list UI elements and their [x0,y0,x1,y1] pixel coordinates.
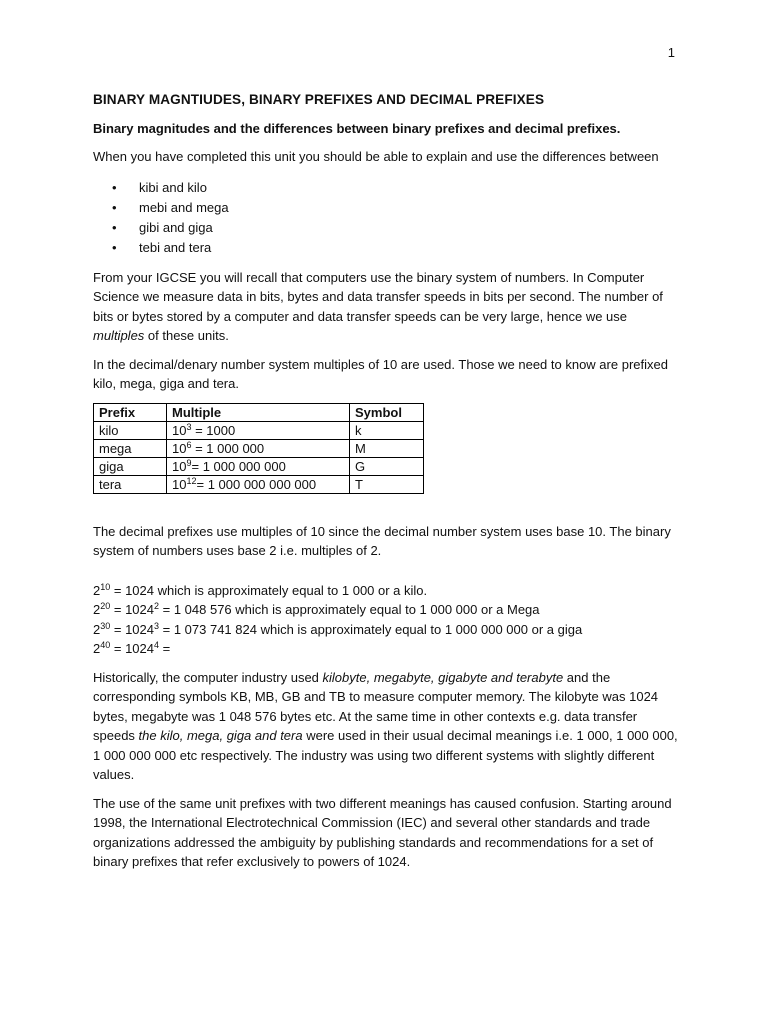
history-paragraph [93,668,679,785]
powers-list [93,581,679,659]
power-text: which is approximately equal to 1 000 or a kilo. [154,582,428,598]
history-emphasis-1: kilobyte, megabyte, gigabyte and terabyte [322,669,564,685]
base-paragraph: The decimal prefixes use multiples of 10 since the decimal number system uses base 10. The binary system of numbers uses base 2 i.e. multiples of 2. [93,523,671,558]
page-number: 1 [667,45,675,60]
power-line [93,639,679,659]
intro-paragraph: When you have completed this unit you should be able to explain and use the differences between [93,149,659,164]
cell-value: = 1 000 000 [191,440,265,456]
power-exponent: 40 [100,640,111,650]
document-title: BINARY MAGNTIUDES, BINARY PREFIXES AND DECIMAL PREFIXES [93,92,545,107]
bullet-icon: • [112,239,117,255]
cell-symbol: k [350,421,424,439]
power-value: = 1024 [110,582,154,598]
bullet-icon: • [112,219,117,235]
cell-symbol: T [350,475,424,493]
list-item [93,238,679,258]
decimal-paragraph: In the decimal/denary number system multiples of 10 are used. Those we need to know are prefixed kilo, mega, giga and tera. [93,356,668,391]
cell-symbol: M [350,439,424,457]
cell-base: 10 [172,458,187,474]
power-line [93,600,679,620]
cell-base: 10 [172,440,187,456]
cell-base: 10 [172,476,187,492]
power-text: = [159,641,171,656]
power-exponent-2: 2 [154,601,160,611]
cell-multiple [167,421,350,439]
power-exponent: 20 [100,601,111,611]
igcse-paragraph [93,268,679,346]
power-base: 2 [93,621,101,637]
history-text-1: Historically, the computer industry used [93,669,323,685]
cell-exponent: 9 [186,457,192,468]
iec-paragraph: The use of the same unit prefixes with two different meanings has caused confusion. Starting around 1998, the International Electrotechnical Commission (IEC) and several other standards and trade organizations addressed the ambiguity by publishing standards and recommendations for a set of binary prefixes that refer exclusively to powers of 1024. [93,795,672,869]
power-value: = 1024 [110,621,154,637]
document-body [93,90,679,881]
list-item [93,178,679,198]
cell-value: = 1000 [191,422,236,438]
power-exponent: 10 [100,581,111,592]
power-text: = 1 073 741 824 which is approximately equal to 1 000 000 000 or a giga [159,621,583,637]
table-row [94,457,424,475]
power-base: 2 [93,641,101,656]
document-subtitle: Binary magnitudes and the differences between binary prefixes and decimal prefixes. [93,120,621,136]
igcse-text-2: of these units. [144,328,229,343]
cell-value: = 1 000 000 000 [191,458,286,474]
igcse-text-1: From your IGCSE you will recall that computers use the binary system of numbers. In Computer Science we measure data in bits, bytes and data transfer speeds in bits per second. The number of bits or bytes stored by a computer and data transfer speeds can be very large, hence we use [93,269,663,324]
cell-base: 10 [172,422,187,438]
power-line [93,620,679,640]
cell-exponent: 12 [186,475,197,486]
bullet-list [93,178,679,258]
list-item-text: kibi and kilo [139,179,207,195]
table-row [94,475,424,493]
column-header-symbol: Symbol [350,403,424,421]
table-header-row [94,403,424,421]
cell-multiple [167,475,350,493]
power-text: = 1 048 576 which is approximately equal to 1 000 000 or a Mega [159,602,540,617]
prefix-table [93,403,424,494]
power-value: = 1024 [110,602,154,617]
list-item [93,198,679,218]
column-header-prefix: Prefix [94,403,167,421]
cell-multiple [167,457,350,475]
cell-prefix: mega [94,439,167,457]
table-row [94,421,424,439]
cell-exponent: 6 [186,439,192,450]
power-base: 2 [93,582,101,598]
power-value: = 1024 [110,641,154,656]
list-item-text: tebi and tera [139,239,212,255]
list-item [93,218,679,238]
cell-prefix: kilo [94,421,167,439]
cell-prefix: tera [94,475,167,493]
list-item-text: gibi and giga [139,219,213,235]
list-item-text: mebi and mega [139,199,229,215]
power-line [93,581,679,601]
bullet-icon: • [112,179,117,195]
history-text-3: were used in their usual decimal meanings i.e. 1 000, 1 000 000, 1 000 000 000 etc respectively. The industry was using two different systems with slightly different values. [93,728,678,782]
power-exponent-2: 4 [154,640,160,650]
power-exponent-2: 3 [154,620,160,631]
cell-multiple [167,439,350,457]
history-text-2: and the corresponding symbols KB, MB, GB and TB to measure computer memory. The kilobyte was 1024 bytes, megabyte was 1 048 576 bytes etc. At the same time in other contexts e.g. data transfer speeds [93,669,659,743]
cell-value: = 1 000 000 000 000 [196,476,317,492]
power-base: 2 [93,602,101,617]
history-emphasis-2: the kilo, mega, giga and tera [138,728,303,743]
igcse-emphasis: multiples [93,328,145,343]
cell-symbol: G [350,457,424,475]
cell-prefix: giga [94,457,167,475]
table-row [94,439,424,457]
column-header-multiple: Multiple [167,403,350,421]
cell-exponent: 3 [186,421,192,432]
power-exponent: 30 [100,620,111,631]
bullet-icon: • [112,199,117,215]
